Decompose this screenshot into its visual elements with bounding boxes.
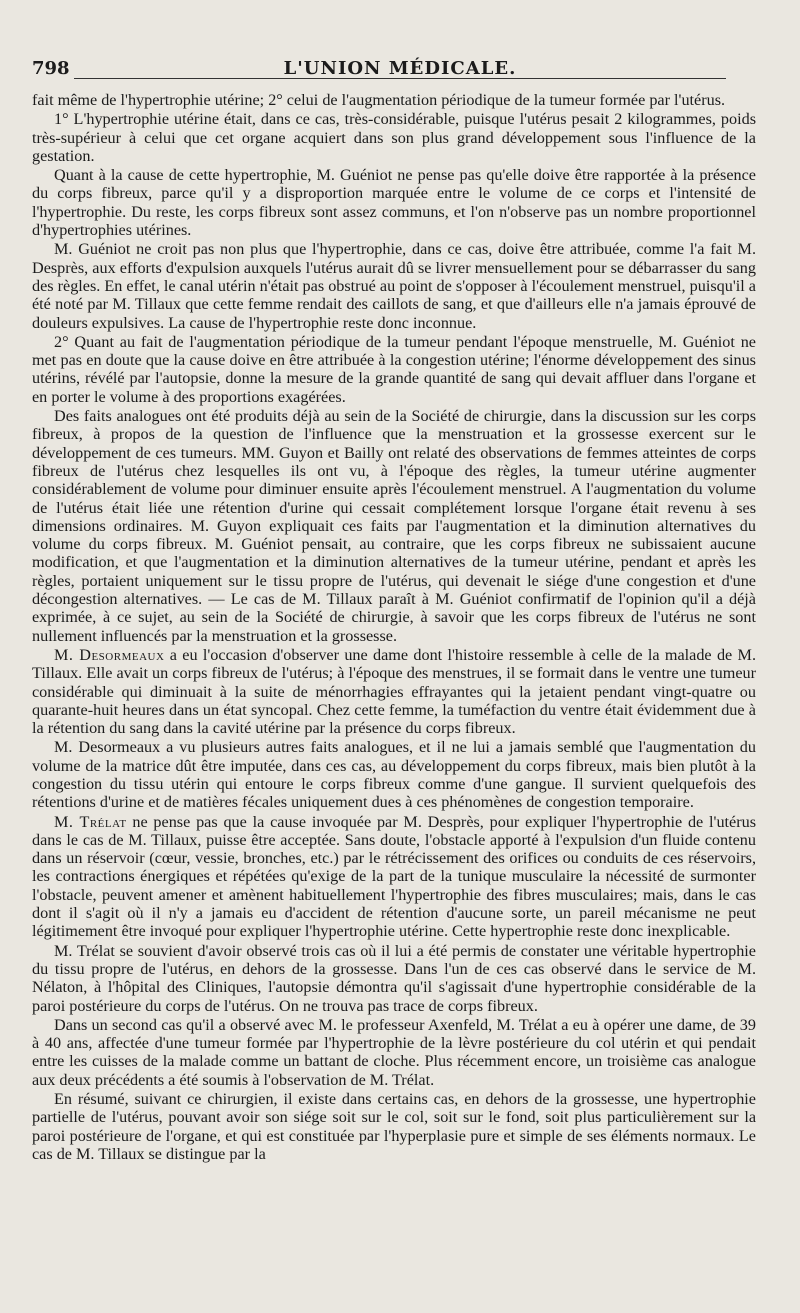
paragraph: [32, 813, 756, 941]
running-head: L'UNION MÉDICALE.: [283, 58, 517, 79]
paragraph: 2° Quant au fait de l'augmentation périodique de la tumeur pendant l'époque menstruelle, M. Guéniot ne met pas en doute que la cause doive en être attribuée à la congestion utérine; l'énorme développement des sinus utérins, révélé par l'autopsie, donne la mesure de la grande quantité de sang qui devait affluer dans l'organe et en porter le volume à des proportions exagérées.: [32, 332, 756, 406]
paragraph: M. Desormeaux a vu plusieurs autres faits analogues, et il ne lui a jamais semblé que l'augmentation du volume de la matrice dût être imputée, dans ces cas, au développement du corps fibreux, mais bien plutôt à la congestion du tissu utérin qui entoure le corps fibreux comme d'une gangue. Il survient quelquefois des rétentions d'urine et de matières fécales uniquement dues à ces phénomènes de congestion temporaire.: [32, 738, 756, 812]
paragraph: M. Trélat se souvient d'avoir observé trois cas où il lui a été permis de constater une véritable hypertrophie du tissu propre de l'utérus, en dehors de la grossesse. Dans l'un de ces cas observé dans le service de M. Nélaton, à l'hôpital des Cliniques, l'autopsie démontra qu'il s'agissait d'une hypertrophie considérable de la paroi postérieure du corps de l'utérus. On ne trouva pas trace de corps fibreux.: [32, 941, 756, 1015]
paragraph: Dans un second cas qu'il a observé avec M. le professeur Axenfeld, M. Trélat a eu à opérer une dame, de 39 à 40 ans, affectée d'une tumeur formée par l'hypertrophie de la lèvre postérieure du col utérin et qui pendait entre les cuisses de la malade comme un battant de cloche. Plus récemment encore, un troisième cas analogue aux deux précédents a été soumis à l'observation de M. Trélat.: [32, 1015, 756, 1089]
page-number: 798: [32, 58, 70, 79]
paragraph: M. Guéniot ne croit pas non plus que l'hypertrophie, dans ce cas, doive être attribuée, comme l'a fait M. Desprès, aux efforts d'expulsion auxquels l'utérus aurait dû se livrer mensuellement pour se débarrasser du sang des règles. En effet, le canal utérin n'était pas obstrué au point de s'opposer à l'écoulement menstruel, puisqu'il a été noté par M. Tillaux que cette femme rendait des caillots de sang, et que d'ailleurs elle n'a jamais éprouvé de douleurs expulsives. La cause de l'hypertrophie reste donc inconnue.: [32, 240, 756, 332]
paragraph-text: ne pense pas que la cause invoquée par M. Desprès, pour expliquer l'hypertrophie de l'utérus dans le cas de M. Tillaux, puisse être acceptée. Sans doute, l'obstacle apporté à l'expulsion d'un fluide contenu dans un réservoir (cœur, vessie, bronches, etc.) par le rétrécissement des orifices ou conduits de ces réservoirs, les contractions énergiques et répétées qu'exige de la part de la tunique musculaire la nécessité de surmonter l'obstacle, peuvent amener et amènent habituellement l'hypertrophie des fibres musculaires; mais, dans le cas dont il s'agit où il n'y a jamais eu d'accident de rétention d'aucune sorte, un pareil mécanisme ne peut légitimement être invoqué pour expliquer l'hypertrophie utérine. Cette hypertrophie reste donc inexplicable.: [32, 812, 756, 941]
speaker-name: M. Desormeaux: [54, 645, 165, 664]
paragraph: Des faits analogues ont été produits déjà au sein de la Société de chirurgie, dans la discussion sur les corps fibreux, à propos de la question de l'influence que la menstruation et la grossesse exercent sur le développement de ces tumeurs. MM. Guyon et Bailly ont relaté des observations de femmes atteintes de corps fibreux de l'utérus chez lesquelles ils ont vu, à l'époque des règles, la tumeur utérine augmenter considérablement de volume pour diminuer ensuite après l'écoulement menstruel. A l'augmentation du volume de l'utérus était liée une rétention d'urine qui cessait complétement lorsque l'organe était revenu à ses dimensions ordinaires. M. Guyon expliquait ces faits par l'augmentation et la diminution alternatives du volume du corps fibreux. M. Guéniot pensait, au contraire, que les corps fibreux ne subissaient aucune modification, et que l'augmentation et la diminution alternatives de la tumeur utérine, pendant et après les règles, portaient uniquement sur le tissu propre de l'utérus, qui devenait le siége d'une congestion et d'une décongestion alternatives. — Le cas de M. Tillaux paraît à M. Guéniot confirmatif de l'opinion qu'il a déjà exprimée, à ce sujet, au sein de la Société de chirurgie, à savoir que les corps fibreux de l'utérus ne sont nullement influencés par la menstruation et la grossesse.: [32, 407, 756, 645]
paragraph: fait même de l'hypertrophie utérine; 2° celui de l'augmentation périodique de la tumeur formée par l'utérus.: [32, 91, 726, 109]
paragraph: [32, 646, 756, 737]
paragraph-text: a eu l'occasion d'observer une dame dont l'histoire ressemble à celle de la malade de M. Tillaux. Elle avait un corps fibreux de l'utérus; à l'époque des menstrues, il se formait dans le ventre une tumeur considérable qui diminuait à la suite de ménorrhagies effrayantes qui la jetaient pendant vingt-quatre ou quarante-huit heures dans un état syncopal. Chez cette femme, la tuméfaction du ventre était évidemment due à la rétention du sang dans la cavité utérine par la présence du corps fibreux.: [32, 645, 756, 738]
paragraph: Quant à la cause de cette hypertrophie, M. Guéniot ne pense pas qu'elle doive être rapportée à la présence du corps fibreux, parce qu'il y a disproportion marquée entre le volume de ce corps et l'intensité de l'hypertrophie. Du reste, les corps fibreux sont assez communs, et l'on n'observe pas un nombre proportionnel d'hypertrophies utérines.: [32, 166, 756, 240]
paragraph: En résumé, suivant ce chirurgien, il existe dans certains cas, en dehors de la grossesse, une hypertrophie partielle de l'utérus, pouvant avoir son siége soit sur le col, soit sur le fond, soit plus particulièrement sur la paroi postérieure de l'organe, et qui est constituée par l'hyperplasie pure et simple de ses éléments normaux. Le cas de M. Tillaux se distingue par la: [32, 1090, 756, 1163]
page-header: [32, 52, 726, 79]
article-body: [32, 91, 756, 1163]
speaker-name: M. Trélat: [54, 812, 127, 831]
paragraph: 1° L'hypertrophie utérine était, dans ce cas, très-considérable, puisque l'utérus pesait 2 kilogrammes, poids très-supérieur à celui que cet organe acquiert dans son plus grand développement sous l'influence de la gestation.: [32, 110, 756, 165]
